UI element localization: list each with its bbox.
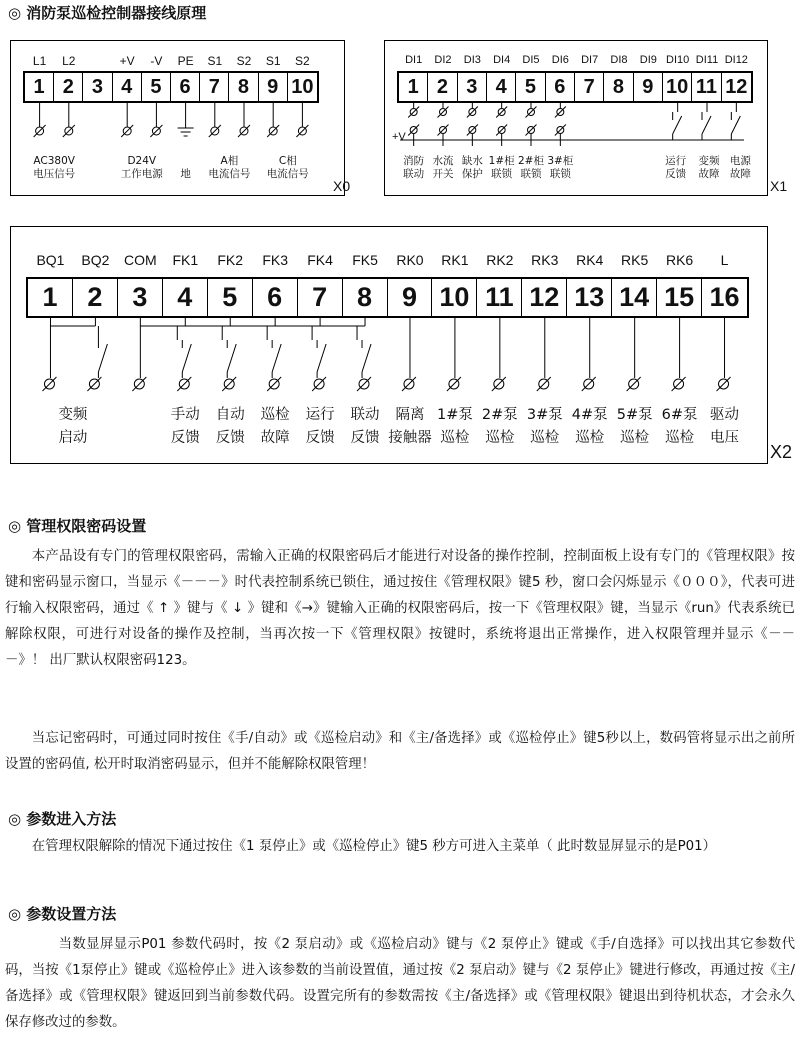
x2-terminal-7: 7 (298, 279, 343, 316)
x2-terminal-13: 13 (567, 279, 612, 316)
x1-terminal-6: 6 (546, 73, 575, 101)
x2-header-10: RK1 (441, 252, 469, 268)
x0-header-10: S2 (295, 54, 310, 68)
x1-switch-12 (731, 116, 740, 134)
x2-header-8: FK5 (352, 252, 378, 268)
x2-desc-line1: 3#泵 (526, 407, 563, 423)
x1-header-3: DI3 (463, 54, 481, 66)
x2-desc-line1: 5#泵 (616, 407, 653, 423)
x2-desc-line2: 启动 (58, 430, 88, 446)
x0-terminal-3: 3 (83, 73, 112, 101)
x1-desc-line1: 电源 (729, 155, 751, 167)
x2-desc-line2: 反馈 (305, 430, 335, 446)
x2-desc-line2: 巡检 (530, 430, 560, 446)
x2-desc-line2: 接触器 (388, 430, 432, 446)
plus-v-label: +V (392, 131, 406, 143)
x2-desc-line2: 反馈 (170, 430, 200, 446)
enter-paragraph: 在管理权限解除的情况下通过按住《1 泵停止》或《巡检停止》键5 秒方可进入主菜单（ 此时数显屏显示的是P01） (31, 839, 717, 854)
x1-header-6: DI6 (551, 54, 569, 66)
x2-header-9: RK0 (396, 252, 424, 268)
x2-terminal-11: 11 (477, 279, 522, 316)
x0-desc-line2: 电压信号 (33, 168, 76, 181)
x2-desc-line2: 巡检 (665, 430, 695, 446)
x2-terminal-9: 9 (388, 279, 433, 316)
x1-terminal-3: 3 (458, 73, 487, 101)
x2-desc-line1: 手动 (170, 407, 200, 423)
x2-switch-2 (98, 344, 107, 372)
x1-desc-line2: 联锁 (549, 168, 571, 181)
password-heading: ◎ 管理权限密码设置 (8, 517, 147, 535)
x1-header-12: DI12 (724, 54, 748, 66)
x2-terminal-14: 14 (612, 279, 657, 316)
x2-desc-line2: 巡检 (440, 430, 470, 446)
x1-desc-line1: 2#柜 (518, 155, 544, 167)
x1-desc-line1: 消防 (403, 155, 425, 167)
x1-terminal-12: 12 (725, 75, 748, 98)
x0-desc-line1: A相 (220, 155, 239, 167)
x0-desc-line1: C相 (278, 155, 297, 167)
x1-terminal-5: 5 (516, 73, 545, 101)
x1-header-2: DI2 (434, 54, 452, 66)
x1-header-9: DI9 (639, 54, 657, 66)
x0-terminal-8: 8 (229, 73, 258, 101)
x2-header-5: FK2 (217, 252, 244, 268)
x1-terminal-4: 4 (487, 73, 516, 101)
x2-terminal-3: 3 (118, 279, 163, 316)
x0-header-8: S2 (236, 54, 252, 68)
x0-label: X0 (333, 178, 351, 194)
setup-heading: ◎ 参数设置方法 (8, 905, 117, 923)
x2-terminal-16: 16 (709, 282, 740, 312)
x2-desc-line2: 反馈 (350, 430, 380, 446)
x2-desc-line1: 巡检 (260, 407, 290, 423)
x1-desc-line2: 保护 (461, 168, 483, 181)
password-paragraph-2: 当忘记密码时，可通过同时按住《手/自动》或《巡检启动》和《主/备选择》或《巡检停止》键5秒以上，数码管将显示出之前所设置的密码值, 松开时取消密码显示，但并不能解除权限管理！ (5, 731, 795, 772)
x1-label: X1 (770, 178, 788, 194)
x2-desc-line2: 故障 (260, 430, 290, 446)
x0-terminal-7: 7 (200, 73, 229, 101)
x2-terminal-4: 4 (163, 279, 208, 316)
x2-desc-line1: 6#泵 (661, 407, 698, 423)
password-paragraph-1: 本产品设有专门的管理权限密码，需输入正确的权限密码后才能进行对设备的操作控制，控制面板上设有专门的《管理权限》按键和密码显示窗口，当显示《－－－》时代表控制系统已锁住，通过按住《管理权限》键5 秒，窗口会闪烁显示《０００》，代表可进行输入权限密码，通过《 ↑ 》键与《 ↓ 》键和《→》键输入正确的权限密码后，按一下《管理权限》键，当显示《run》代表系统已解除权限，可进行对设备的操作及控制，当再次按一下《管理权限》按键时，系统将退出正常操作，进入权限管理并显示《－－－》！ 出厂默认权限密码123。 (5, 549, 795, 668)
x2-desc-line1: 自动 (215, 407, 245, 423)
x0-header-4: +V (119, 54, 135, 68)
x2-desc-line2: 反馈 (215, 430, 245, 446)
x1-desc-line1: 1#柜 (488, 155, 515, 167)
x2-header-3: COM (124, 252, 157, 268)
page-title: ◎ 消防泵巡检控制器接线原理 (8, 4, 207, 22)
x0-terminal-2: 2 (54, 73, 83, 101)
x2-switch-4 (182, 344, 191, 372)
x1-desc-line2: 联动 (403, 168, 425, 181)
x1-desc-line2: 开关 (432, 168, 454, 181)
x2-header-14: RK5 (621, 252, 649, 268)
x2-header-11: RK2 (486, 252, 514, 268)
x1-switch-10 (673, 116, 682, 134)
x1-desc-line2: 联锁 (520, 168, 542, 181)
x1-header-5: DI5 (522, 54, 540, 66)
x2-switch-8 (362, 344, 371, 372)
x0-desc-line1: AC380V (33, 155, 75, 167)
x1-terminal-1: 1 (399, 73, 428, 101)
x2-header-2: BQ2 (81, 252, 110, 268)
x1-desc-line2: 故障 (698, 168, 720, 181)
x2-header-16: L (720, 252, 729, 268)
x0-header-5: -V (150, 54, 163, 68)
x1-terminal-10: 10 (663, 73, 692, 101)
x1-desc-line1: 3#柜 (547, 155, 574, 167)
x0-header-6: PE (177, 54, 194, 68)
x0-desc-line1: D24V (127, 155, 157, 167)
x1-terminal-2: 2 (428, 73, 457, 101)
x2-header-1: BQ1 (36, 252, 65, 268)
x1-header-1: DI1 (405, 54, 423, 66)
x2-desc-line2: 巡检 (485, 430, 515, 446)
x2-header-7: FK4 (307, 252, 333, 268)
x2-terminal-8: 8 (343, 279, 388, 316)
x0-header-7: S1 (207, 54, 223, 68)
x0-terminal-9: 9 (259, 73, 288, 101)
x1-desc-line1: 缺水 (461, 155, 483, 167)
x2-header-13: RK4 (576, 252, 604, 268)
x1-terminal-8: 8 (604, 73, 633, 101)
x2-desc-line1: 4#泵 (571, 407, 608, 423)
x2-desc-line1: 联动 (350, 407, 380, 423)
x2-desc-line1: 变频 (58, 407, 88, 423)
x0-header-9: S1 (265, 54, 281, 68)
x2-header-12: RK3 (531, 252, 559, 268)
x2-terminal-6: 6 (253, 279, 298, 316)
x2-label: X2 (770, 442, 793, 462)
x0-desc-line2: 电流信号 (208, 168, 251, 181)
x2-header-4: FK1 (172, 252, 199, 268)
x2-desc-line1: 1#泵 (436, 407, 473, 423)
x2-switch-6 (272, 344, 281, 372)
x0-terminal-4: 4 (113, 73, 142, 101)
x2-terminal-10: 10 (432, 279, 477, 316)
x0-desc-line2: 电流信号 (266, 168, 309, 181)
x1-terminal-7: 7 (575, 73, 604, 101)
x0-header-2: L2 (62, 54, 76, 68)
x1-header-7: DI7 (581, 54, 599, 66)
x0-desc-line2: 地 (180, 168, 191, 180)
x1-desc-line2: 反馈 (665, 168, 687, 181)
x2-desc-line2: 巡检 (575, 430, 605, 446)
x1-terminal-9: 9 (634, 73, 663, 101)
x2-desc-line2: 电压 (710, 430, 740, 446)
x0-header-1: L1 (32, 54, 47, 68)
x2-header-6: FK3 (262, 252, 288, 268)
x1-desc-line2: 联锁 (491, 168, 513, 181)
x2-terminal-15: 15 (657, 279, 702, 316)
x2-header-15: RK6 (665, 252, 694, 268)
x0-terminal-6: 6 (171, 73, 200, 101)
setup-paragraph: 当数显屏显示P01 参数代码时，按《2 泵启动》或《巡检启动》键与《2 泵停止》键或《手/自选择》可以找出其它参数代码，当按《1泵停止》键或《巡检停止》进入该参数的当前设置值，通过按《2 泵启动》键与《2 泵停止》键进行修改，再通过按《主/备选择》或《管理权限》键返回到当前参数代码。设置完所有的参数需按《主/备选择》或《管理权限》键退出到待机状态，才会永久保存修改过的参数。 (5, 937, 795, 1030)
x2-terminal-12: 12 (522, 279, 567, 316)
x1-desc-line1: 变频 (698, 155, 720, 167)
x2-terminal-5: 5 (208, 279, 253, 316)
x2-desc-line1: 驱动 (710, 407, 740, 423)
x1-desc-line1: 运行 (665, 155, 687, 167)
x0-terminal-10: 10 (291, 75, 314, 98)
x2-desc-line1: 2#泵 (481, 407, 518, 423)
x1-header-4: DI4 (493, 54, 511, 66)
x2-switch-5 (227, 344, 236, 372)
x1-switch-11 (702, 116, 711, 134)
x2-desc-line1: 运行 (305, 407, 335, 423)
x1-header-10: DI10 (666, 54, 690, 66)
x1-desc-line2: 故障 (729, 168, 751, 181)
enter-heading: ◎ 参数进入方法 (8, 810, 117, 828)
x1-terminal-11: 11 (692, 73, 721, 101)
x1-header-8: DI8 (610, 54, 628, 66)
x2-switch-7 (317, 344, 326, 372)
x0-terminal-5: 5 (142, 73, 171, 101)
x2-desc-line2: 巡检 (620, 430, 650, 446)
x2-terminal-1: 1 (28, 279, 73, 316)
x1-header-11: DI11 (695, 54, 719, 66)
x0-terminal-1: 1 (25, 73, 54, 101)
x0-desc-line2: 工作电源 (120, 168, 163, 181)
x2-terminal-2: 2 (73, 279, 118, 316)
x2-desc-line1: 隔离 (395, 407, 425, 423)
x1-desc-line1: 水流 (432, 155, 454, 167)
